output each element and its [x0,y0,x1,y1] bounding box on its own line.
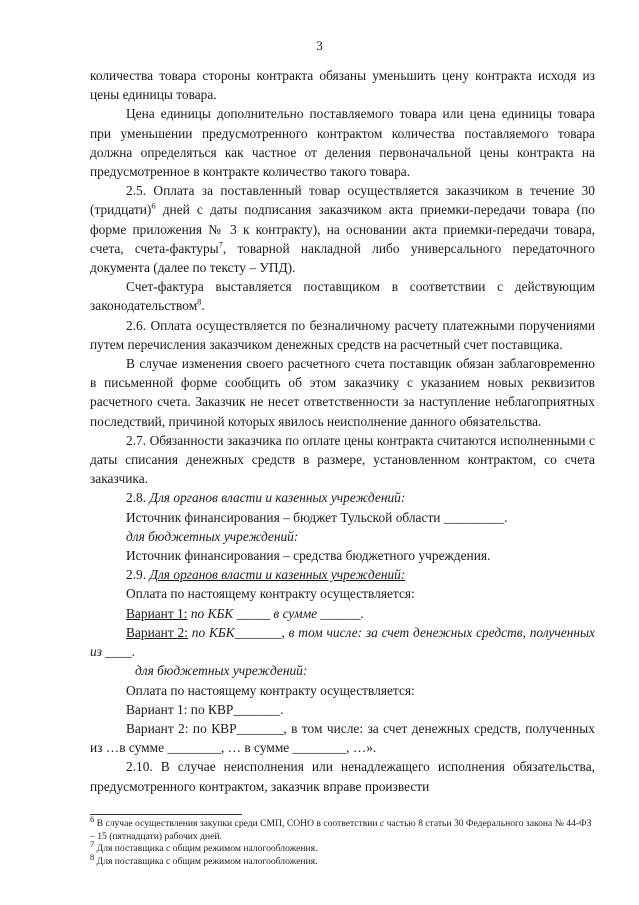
footnote-8 [90,851,595,869]
variant-2-kbk [90,623,595,661]
paragraph-2-10: 2.10. В случае неисполнения или ненадлежащего исполнения обязательства, предусмотренного контрактом, заказчик вправе произвести [90,759,595,794]
clause-number: 2.8. [126,490,147,506]
italic-heading: Для органов власти и казенных учреждений: [149,567,406,583]
text-run: , товарной накладной либо универсального передаточного документа (далее по тексту – УПД). [90,240,596,276]
text-run: Счет-фактура выставляется поставщиком в соответствии с действующим законодательством [90,279,595,314]
paragraph-2-7: 2.7. Обязанности заказчика по оплате цены контракта считаются исполненными с даты списания денежных средств в размере, установленном контрактом, со счета заказчика. [90,432,595,487]
paragraph-2-8 [90,488,595,507]
footnote-6 [90,813,595,843]
variant-1-kvr: Вариант 1: по КВР_______. [126,701,284,717]
paragraph-account-change: В случае изменения своего расчетного счета поставщик обязан заблаговременно в письменной форме сообщить об этом заказчику с указанием новых реквизитов расчетного счета. Заказчик не несет ответственности за наступление неблагоприятных последствий, причиной которых явилось неисполнение данного обязательства. [90,356,595,429]
footnote-ref-7: 7 [218,239,223,250]
footnote-separator [90,814,242,815]
footnote-text: Для поставщика с общим режимом налогообложения. [96,855,318,867]
paragraph-invoice: Счет-фактура выставляется поставщиком в соответствии с действующим законодательством$^8$. [90,279,595,314]
paragraph-2: Цена единицы дополнительно поставляемого товара или цена единицы товара при уменьшении предусмотренного контрактом количества поставляемого товара должна определяться как частное от деления первоначальной цены контракта на предусмотренное в контракте количество такого товара. [90,106,595,180]
text-run: 2.5. Оплата за поставленный товар осуществляется заказчиком в течение 30 (тридцати) [90,183,595,218]
italic-heading: Для органов власти и казенных учреждений: [149,490,406,506]
variant-label: Вариант 1: [126,605,188,621]
variant-1-kbk [90,604,595,623]
funding-source-regional: Источник финансирования – бюджет Тульской области _________. [126,509,508,525]
paragraph-2-6: 2.6. Оплата осуществляется по безналичному расчету платежными поручениями путем перечисления заказчиком денежных средств на расчетный счет поставщика. [90,317,595,352]
page-number: 3 [316,38,323,53]
payment-intro: Оплата по настоящему контракту осуществляется: [126,586,415,602]
paragraph-2-5 [90,181,595,277]
clause-number: 2.9. [126,567,147,583]
paragraph-1: количества товара стороны контракта обязаны уменьшить цену контракта исходя из цены единицы товара. [90,68,595,103]
variant-label: Вариант 2: [126,624,188,640]
funding-source-institution: Источник финансирования – средства бюджетного учреждения. [126,548,491,564]
text-run: дней с даты подписания заказчиком акта приемки-передачи товара (по форме приложения № 3 к контракту), на основании акта приемки-передачи товара, счета, счета-фактуры [90,202,595,256]
variant-text: по КБК _____ в сумме ______. [190,605,364,621]
footnote-ref-6: 6 [151,200,156,211]
footnote-7 [90,838,595,856]
footnote-text: Для поставщика с общим режимом налогообложения. [96,843,318,854]
variant-2-kvr: Вариант 2: по КВР_______, в том числе: за счет денежных средств, полученных из …в сумме ________, … в сумме ________, …». [90,720,595,756]
budget-institutions-heading: для бюджетных учреждений: [126,528,299,544]
payment-intro-2: Оплата по настоящему контракту осуществляется: [126,682,415,698]
variant-text: по КБК_______, в том числе: за счет денежных средств, полученных из ____. [90,624,595,660]
footnote-ref-8: 8 [197,296,202,307]
footnote-text: В случае осуществления закупки среди СМП, СОНО в соответствии с частью 8 статьи 30 Федерального закона № 44-ФЗ – 15 (пятнадцати) рабочих дней. [90,818,592,842]
document-body [90,66,595,796]
footnote-marker: 6 [90,813,95,824]
footnotes [90,814,595,868]
footnote-marker: 7 [90,838,95,849]
budget-institutions-heading-2: для бюджетных учреждений: [135,663,308,679]
paragraph-2-9 [90,565,595,584]
footnote-marker: 8 [90,851,95,862]
